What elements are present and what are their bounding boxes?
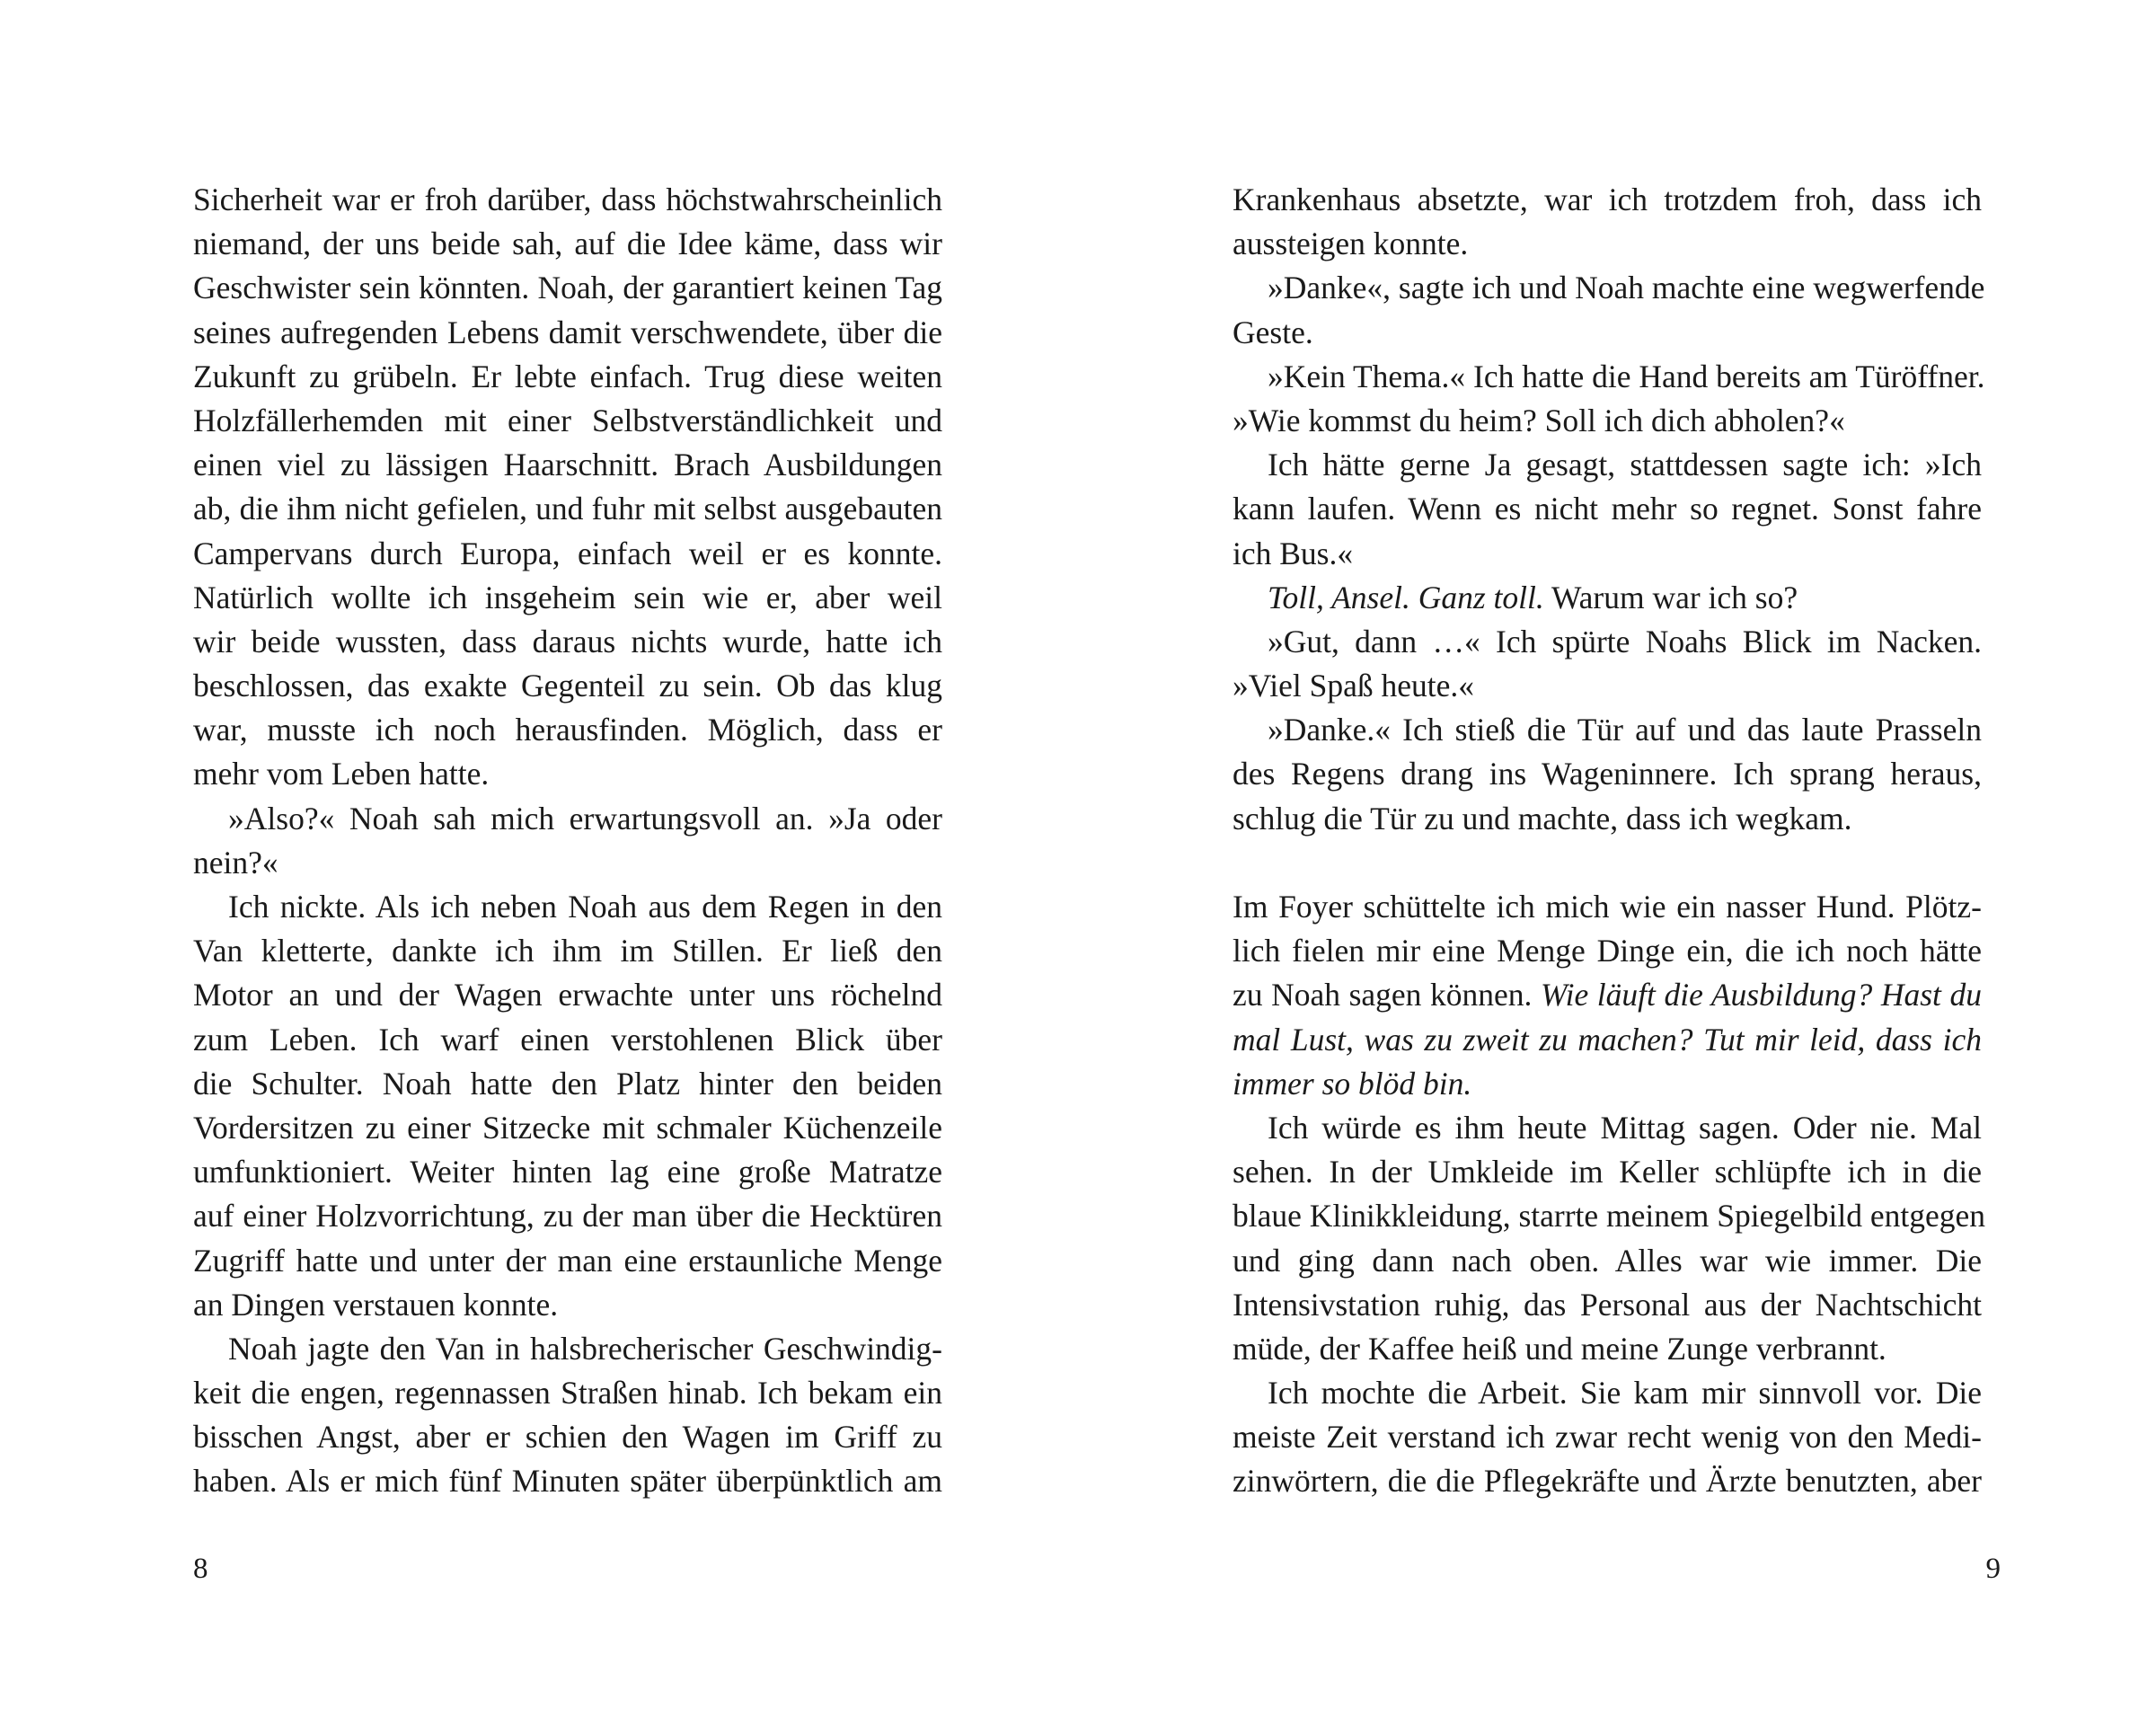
right-page-text (1233, 178, 1985, 1504)
text-line: des Regens drang ins Wageninnere. Ich sprang heraus, (1233, 756, 1982, 792)
text-line: seines aufregenden Lebens damit verschwendete, über die (193, 314, 942, 350)
text-line: an Dingen verstauen konnte. (193, 1286, 559, 1323)
text-line: umfunktioniert. Weiter hinten lag eine große Matratze (193, 1154, 942, 1190)
text-line: Im Foyer schüttelte ich mich wie ein nasser Hund. Plötz- (1233, 889, 1982, 925)
text-line: Geschwister sein könnten. Noah, der garantiert keinen Tag (193, 270, 942, 306)
text-line: Ich mochte die Arbeit. Sie kam mir sinnvoll vor. Die (1268, 1375, 1982, 1412)
text-line: Intensivstation ruhig, das Personal aus der Nachtschicht (1233, 1286, 1982, 1323)
text-line: Ich hätte gerne Ja gesagt, stattdessen sagte ich: »Ich (1268, 447, 1982, 483)
text-line: wir beide wussten, dass daraus nichts wurde, hatte ich (193, 623, 942, 659)
text-line: Noah jagte den Van in halsbrecherischer Geschwindig- (228, 1330, 942, 1367)
text-line: »Gut, dann …« Ich spürte Noahs Blick im Nacken. (1268, 623, 1982, 659)
text-line: zinwörtern, die die Pflegekräfte und Ärzte benutzten, aber (1233, 1463, 1982, 1500)
text-fragment: Warum war ich so? (1543, 579, 1798, 615)
text-line: Motor an und der Wagen erwachte unter uns röchelnd (193, 977, 942, 1013)
italic-thought: Wie läuft die Ausbildung? Hast du (1540, 977, 1982, 1013)
text-line: beschlossen, das exakte Gegenteil zu sein. Ob das klug (193, 668, 942, 704)
text-line: einen viel zu lässigen Haarschnitt. Brach Ausbildungen (193, 447, 942, 483)
italic-thought-line: immer so blöd bin. (1233, 1065, 1472, 1102)
text-line: meiste Zeit verstand ich zwar recht wenig von den Medi- (1233, 1419, 1982, 1456)
right-page (1078, 0, 2156, 1717)
text-line: nein?« (193, 844, 278, 881)
text-line: niemand, der uns beide sah, auf die Idee käme, dass wir (193, 226, 942, 262)
text-line: auf einer Holzvorrichtung, zu der man über die Hecktüren (193, 1198, 942, 1235)
text-line: Krankenhaus absetzte, war ich trotzdem froh, dass ich (1233, 181, 1982, 217)
text-line: keit die engen, regennassen Straßen hinab. Ich bekam ein (193, 1375, 942, 1412)
text-line: lich fielen mir eine Menge Dinge ein, die ich noch hätte (1233, 933, 1982, 969)
text-line: Natürlich wollte ich insgeheim sein wie er, aber weil (193, 579, 942, 615)
text-line: »Danke.« Ich stieß die Tür auf und das laute Prasseln (1268, 712, 1982, 748)
page-number: 8 (193, 1553, 208, 1585)
text-line: Ich nickte. Als ich neben Noah aus dem Regen in den (228, 889, 942, 925)
text-line: die Schulter. Noah hatte den Platz hinter den beiden (193, 1065, 942, 1102)
text-fragment: zu Noah sagen können. (1233, 977, 1541, 1013)
text-line: haben. Als er mich fünf Minuten später überpünktlich am (193, 1463, 942, 1500)
left-page-text (193, 178, 942, 1504)
text-line (1233, 973, 1982, 1017)
text-line: kann laufen. Wenn es nicht mehr so regnet. Sonst fahre (1233, 491, 1982, 527)
text-line: war, musste ich noch herausfinden. Möglich, dass er (193, 712, 942, 748)
text-line: Sicherheit war er froh darüber, dass höchstwahrscheinlich (193, 181, 942, 217)
text-line: Holzfällerhemden mit einer Selbstverständlichkeit und (193, 402, 942, 438)
text-line: »Also?« Noah sah mich erwartungsvoll an. »Ja oder (228, 800, 942, 836)
italic-thought: Toll, Ansel. Ganz toll. (1268, 579, 1544, 615)
text-line: ich Bus.« (1233, 535, 1354, 571)
text-line: sehen. In der Umkleide im Keller schlüpfte ich in die (1233, 1154, 1982, 1190)
text-line: müde, der Kaffee heiß und meine Zunge verbrannt. (1233, 1330, 1886, 1367)
text-line: schlug die Tür zu und machte, dass ich wegkam. (1233, 800, 1852, 836)
text-line: zum Leben. Ich warf einen verstohlenen Blick über (193, 1021, 942, 1058)
text-line: ab, die ihm nicht gefielen, und fuhr mit selbst ausgebauten (193, 491, 942, 527)
text-line: Zukunft zu grübeln. Er lebte einfach. Trug diese weiten (193, 358, 942, 394)
text-line: Zugriff hatte und unter der man eine erstaunliche Menge (193, 1242, 942, 1279)
text-line: Van kletterte, dankte ich ihm im Stillen. Er ließ den (193, 933, 942, 969)
text-line: Ich würde es ihm heute Mittag sagen. Oder nie. Mal (1268, 1109, 1982, 1146)
text-line: blaue Klinikkleidung, starrte meinem Spiegelbild entgegen (1233, 1198, 1985, 1235)
text-line: »Viel Spaß heute.« (1233, 668, 1474, 704)
text-line: »Kein Thema.« Ich hatte die Hand bereits am Türöffner. (1268, 358, 1985, 394)
page-number: 9 (1985, 1553, 2001, 1585)
text-line: Vordersitzen zu einer Sitzecke mit schmaler Küchenzeile (193, 1109, 942, 1146)
section-break (1233, 841, 1982, 885)
text-line: »Danke«, sagte ich und Noah machte eine wegwerfende (1268, 270, 1985, 306)
text-line: »Wie kommst du heim? Soll ich dich abholen?« (1233, 402, 1845, 438)
italic-thought-line: mal Lust, was zu zweit zu machen? Tut mir leid, dass ich (1233, 1021, 1982, 1058)
text-line: Campervans durch Europa, einfach weil er es konnte. (193, 535, 942, 571)
text-line (1233, 576, 1982, 620)
text-line: und ging dann nach oben. Alles war wie immer. Die (1233, 1242, 1982, 1279)
text-line: aussteigen konnte. (1233, 226, 1469, 262)
text-line: bisschen Angst, aber er schien den Wagen im Griff zu (193, 1419, 942, 1456)
text-line: mehr vom Leben hatte. (193, 756, 490, 792)
text-line: Geste. (1233, 314, 1313, 350)
